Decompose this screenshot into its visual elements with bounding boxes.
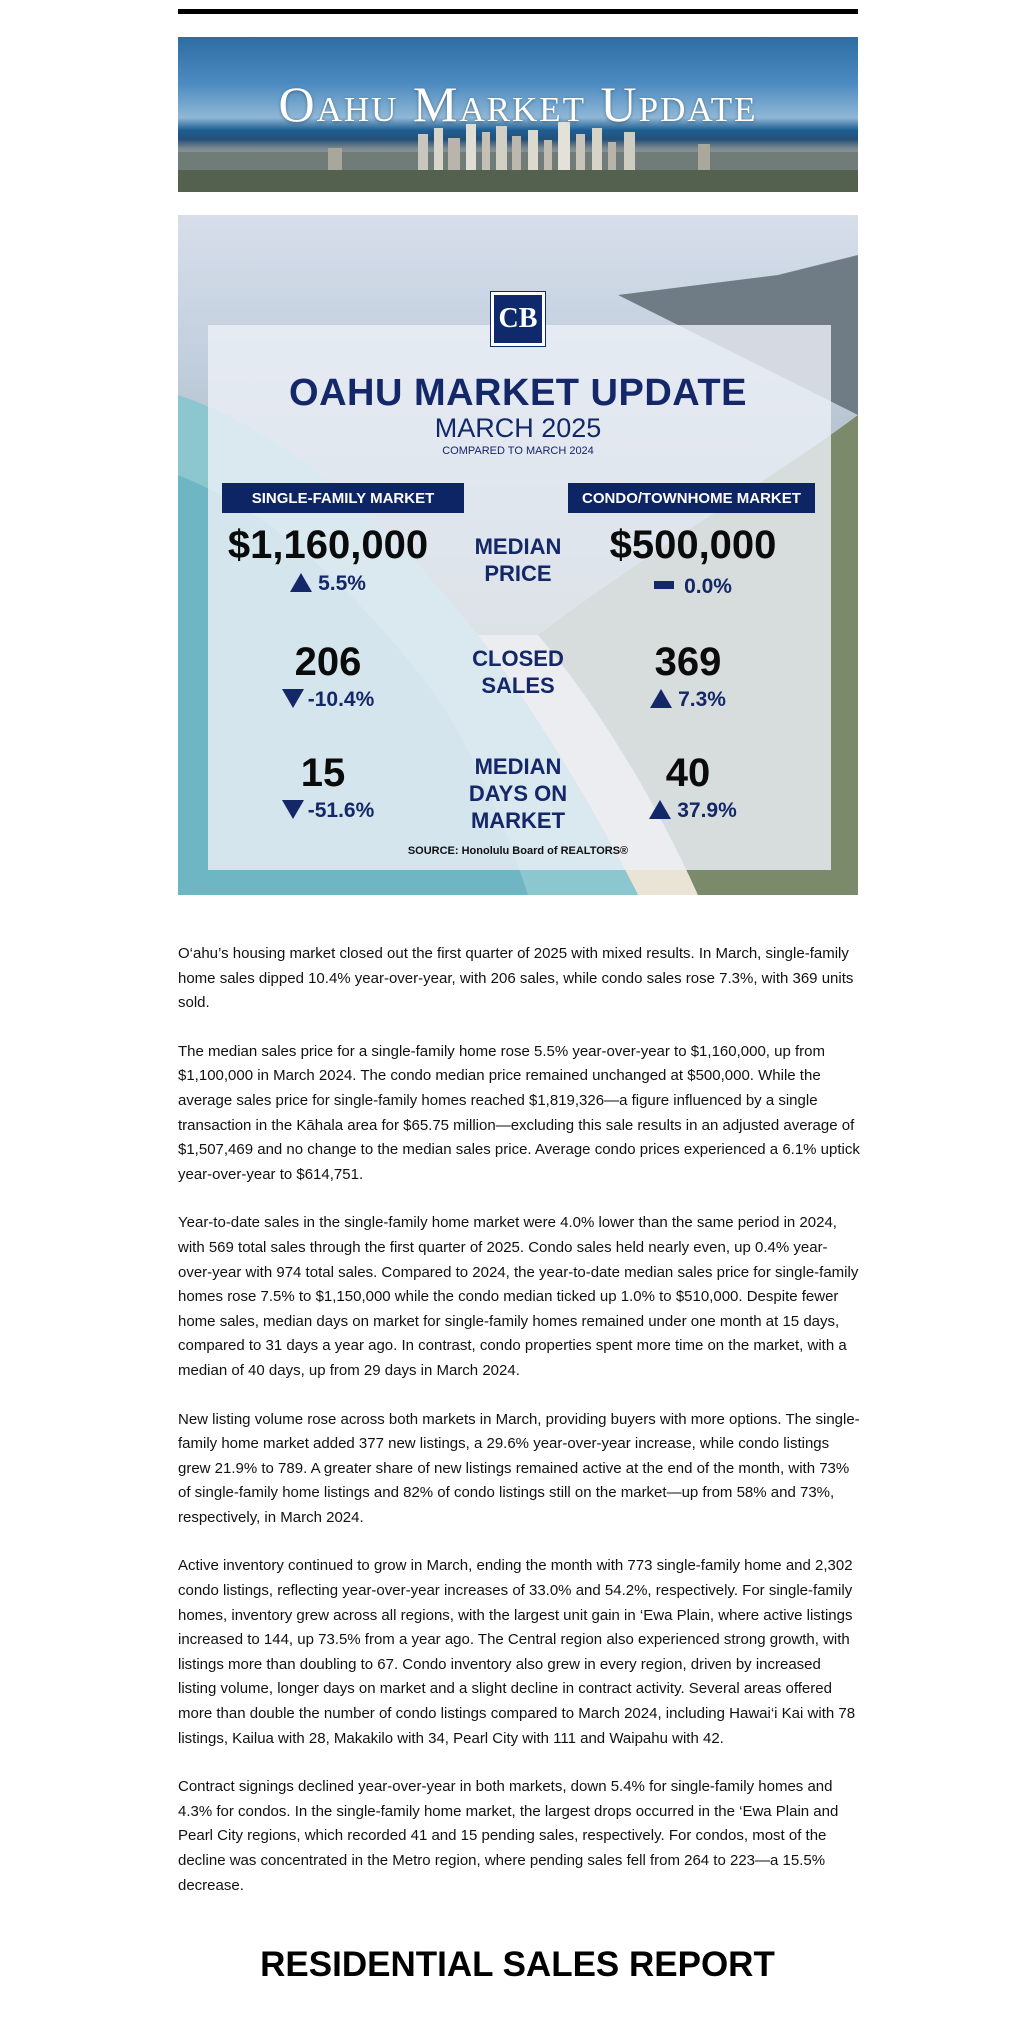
article-body xyxy=(178,942,861,1922)
hero-banner xyxy=(178,37,858,192)
report-title: RESIDENTIAL SALES REPORT xyxy=(260,1945,775,1984)
up-triangle-icon xyxy=(290,573,312,592)
flat-dash-icon xyxy=(654,581,674,589)
median-price-label: MEDIAN PRICE xyxy=(474,534,562,586)
sf-median-price-change: 5.5% xyxy=(223,572,433,596)
sf-closed-sales: 206 xyxy=(294,640,362,684)
sf-median-price: $1,160,000 xyxy=(227,523,429,567)
sf-closed-sales-change: -10.4% xyxy=(238,688,418,712)
condo-closed-sales: 369 xyxy=(654,640,722,684)
paragraph: New listing volume rose across both markets in March, providing buyers with more options. The single-family home market added 377 new listings, a 29.6% year-over-year increase, while condo listings grew 21.9% to 789. A greater share of new listings remained active at the end of the month, with 73% of single-family home listings and 82% of condo listings still on the market—up from 58% and 73%, respectively, in March 2024. xyxy=(178,1410,860,1526)
condo-median-price-change: 0.0% xyxy=(578,575,808,599)
days-on-market-label: MEDIAN DAYS ON MARKET xyxy=(468,754,568,833)
condo-days-on-market: 40 xyxy=(665,751,711,795)
coldwell-banker-logo: CB xyxy=(491,292,545,346)
market-infographic xyxy=(178,215,858,895)
top-rule xyxy=(178,9,858,14)
paragraph: Active inventory continued to grow in March, ending the month with 773 single-family home and 2,302 condo listings, reflecting year-over-year increases of 33.0% and 54.2%, respectively. For single-family homes, inventory grew across all regions, with the largest unit gain in ‘Ewa Plain, where active listings increased to 144, up 73.5% from a year ago. The Central region also experienced strong growth, with listings more than doubling to 67. Condo inventory also grew in every region, driven by increased listing volume, longer days on market and a slight decline in contract activity. Several areas offered more than double the number of condo listings compared to March 2024, including Hawai‘i Kai with 78 listings, Kailua with 28, Makakilo with 34, Pearl City with 111 and Waipahu with 42. xyxy=(178,1557,856,1747)
condo-tag: CONDO/TOWNHOME MARKET xyxy=(568,483,815,513)
hero-title: Oahu Market Update xyxy=(278,76,758,132)
up-triangle-icon xyxy=(649,800,671,819)
paragraph: O‘ahu’s housing market closed out the first quarter of 2025 with mixed results. In March, single-family home sales dipped 10.4% year-over-year, with 206 sales, while condo sales rose 7.3%, with 369 units sold. xyxy=(178,945,854,1012)
condo-closed-sales-change: 7.3% xyxy=(603,688,773,712)
infographic-title: OAHU MARKET UPDATE xyxy=(289,372,747,414)
infographic-compared: COMPARED TO MARCH 2024 xyxy=(442,445,594,457)
condo-days-change: 37.9% xyxy=(603,799,783,823)
paragraph: Contract signings declined year-over-year in both markets, down 5.4% for single-family homes and 4.3% for condos. In the single-family home market, the largest drops occurred in the ‘Ewa Plain and Pearl City regions, which recorded 41 and 15 pending sales, respectively. For condos, most of the decline was concentrated in the Metro region, where pending sales fell from 264 to 223—a 15.5% decrease. xyxy=(178,1778,839,1894)
source-note: SOURCE: Honolulu Board of REALTORS® xyxy=(407,845,629,857)
single-family-tag: SINGLE-FAMILY MARKET xyxy=(222,483,464,513)
paragraph: Year-to-date sales in the single-family home market were 4.0% lower than the same period in 2024, with 569 total sales through the first quarter of 2025. Condo sales held nearly even, up 0.4% year-over-year with 974 total sales. Compared to 2024, the year-to-date median sales price for single-family homes rose 7.5% to $1,150,000 while the condo median ticked up 1.0% to $510,000. Despite fewer home sales, median days on market for single-family homes remained under one month at 15 days, compared to 31 days a year ago. In contrast, condo properties spent more time on the market, with a median of 40 days, up from 29 days in March 2024. xyxy=(178,1214,859,1379)
closed-sales-label: CLOSED SALES xyxy=(472,646,564,698)
sf-days-change: -51.6% xyxy=(238,799,418,823)
infographic-month: MARCH 2025 xyxy=(434,413,602,443)
condo-median-price: $500,000 xyxy=(609,523,777,567)
down-triangle-icon xyxy=(282,800,304,819)
down-triangle-icon xyxy=(282,689,304,708)
paragraph: The median sales price for a single-family home rose 5.5% year-over-year to $1,160,000, up from $1,100,000 in March 2024. The condo median price remained unchanged at $500,000. While the average sales price for single-family homes reached $1,819,326—a figure influenced by a single transaction in the Kāhala area for $65.75 million—excluding this sale results in an adjusted average of $1,507,469 and no change to the median sales price. Average condo prices experienced a 6.1% uptick year-over-year to $614,751. xyxy=(178,1042,860,1183)
sf-days-on-market: 15 xyxy=(300,751,346,795)
up-triangle-icon xyxy=(650,689,672,708)
